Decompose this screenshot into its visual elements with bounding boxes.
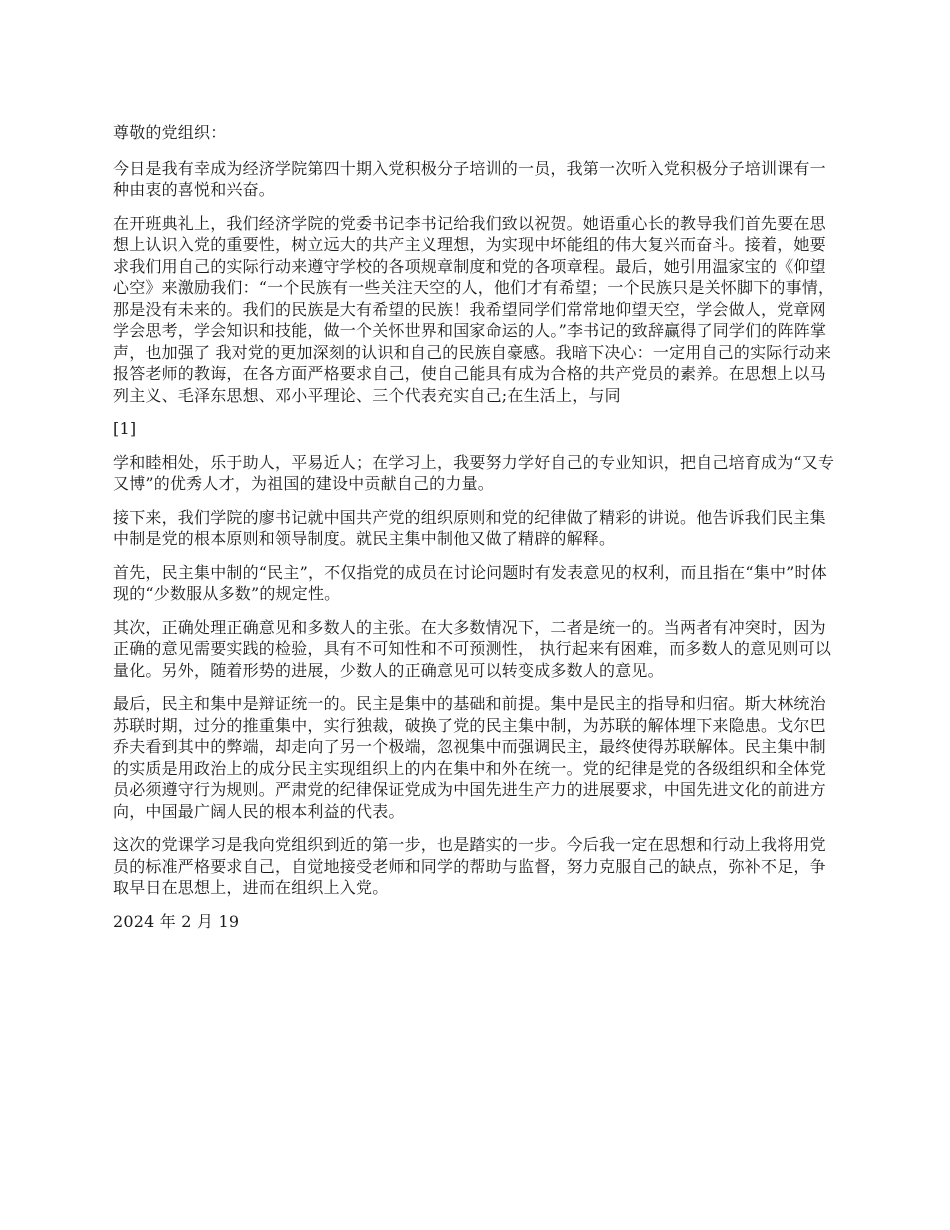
letter-date: 2024 年 2 月 19: [113, 911, 240, 931]
salutation: 尊敬的党组织：: [113, 123, 227, 142]
paragraph-conclusion: 这次的党课学习是我向党组织到近的第一步，也是踏实的一步。今后我一定在思想和行动上我将用党员的标准严格要求自己，自觉地接受老师和同学的帮助与监督，努力克服自己的缺点，弥补不足，争取早日在思想上，进而在组织上入党。: [113, 835, 826, 897]
footnote-marker: [1]: [113, 419, 137, 438]
paragraph-lecture: 接下来，我们学院的廖书记就中国共产党的组织原则和党的纪律做了精彩的讲说。他告诉我们民主集中制是党的根本原则和领导制度。就民主集中制他又做了精辟的解释。: [113, 507, 826, 548]
paragraph-study-goals: 学和睦相处，乐于助人，平易近人；在学习上，我要努力学好自己的专业知识，把自己培育成为“又专又博”的优秀人才，为祖国的建设中贡献自己的力量。: [113, 452, 835, 493]
paragraph-second-point: 其次，正确处理正确意见和多数人的主张。在大多数情况下，二者是统一的。当两者有冲突时，因为正确的意见需要实践的检验，具有不可知性和不可预测性， 执行起来有困难，而多数人的意见则可以量化。另外，随着形势的进展，少数人的正确意见可以转变成多数人的意见。: [113, 617, 832, 680]
paragraph-intro: 今日是我有幸成为经济学院第四十期入党积极分子培训的一员，我第一次听入党积极分子培训课有一种由衷的喜悦和兴奋。: [113, 158, 826, 199]
letter-document: [113, 122, 840, 944]
paragraph-third-point: 最后，民主和集中是辩证统一的。民主是集中的基础和前提。集中是民主的指导和归宿。斯大林统治苏联时期，过分的推重集中，实行独裁，破换了党的民主集中制，为苏联的解体埋下来隐患。戈尔巴乔夫看到其中的弊端，却走向了另一个极端，忽视集中而强调民主，最终使得苏联解体。民主集中制的实质是用政治上的成分民主实现组织上的内在集中和外在统一。党的纪律是党的各级组织和全体党员必须遵守行为规则。严肃党的纪律保证党成为中国先进生产力的进展要求，中国先进文化的前进方向，中国最广阔人民的根本利益的代表。: [113, 694, 826, 821]
paragraph-opening-ceremony: 在开班典礼上，我们经济学院的党委书记李书记给我们致以祝贺。她语重心长的教导我们首先要在思想上认识入党的重要性，树立远大的共产主义理想，为实现中坏能组的伟大复兴而奋斗。接着，她要求我们用自己的实际行动来遵守学校的各项规章制度和党的各项章程。最后，她引用温家宝的《仰望心空》来激励我们：“一个民族有一些关注天空的人，他们才有希望；一个民族只是关怀脚下的事情，那是没有未来的。我们的民族是大有希望的民族！我希望同学们常常地仰望天空，学会做人，党章网学会思考，学会知识和技能，做一个关怀世界和国家命运的人。”李书记的致辞赢得了同学们的阵阵掌声，也加强了 我对党的更加深刻的认识和自己的民族自豪感。我暗下决心：一定用自己的实际行动来报答老师的教诲，在各方面严格要求自己，使自己能具有成为合格的共产党员的素养。在思想上以马列主义、毛泽东思想、邓小平理论、三个代表充实自己;在生活上，与同: [113, 213, 835, 405]
paragraph-first-point: 首先，民主集中制的“民主”，不仅指党的成员在讨论问题时有发表意见的权利，而且指在“集中”时体现的“少数服从多数”的规定性。: [113, 562, 827, 603]
